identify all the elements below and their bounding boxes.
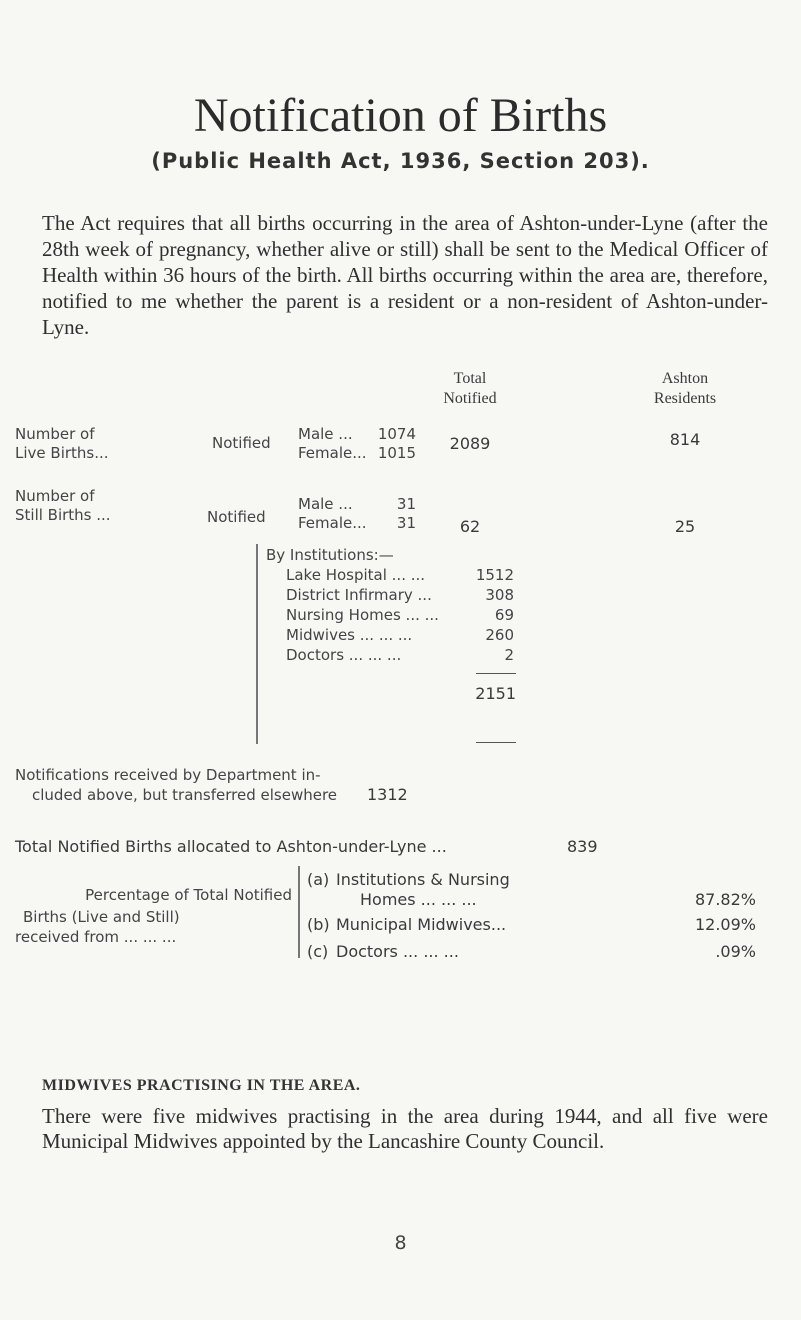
institution-label: Midwives ... ... ... — [286, 626, 413, 644]
live-female-value: 1015 — [377, 444, 416, 462]
institutions-bracket — [256, 544, 258, 744]
header-notified: Notified — [443, 390, 497, 407]
live-total: 2089 — [449, 434, 491, 453]
percentage-key: (c) — [307, 942, 329, 961]
still-female-label: Female... — [298, 514, 367, 532]
live-female-label: Female... — [298, 444, 367, 462]
percentage-key: (a) — [307, 870, 330, 889]
percentage-label-1: Percentage of Total Notified — [85, 886, 292, 904]
intro-paragraph — [42, 210, 768, 340]
live-births-notified: Notified — [212, 434, 271, 452]
institutions-heading: By Institutions:— — [266, 546, 394, 564]
header-residents: Residents — [653, 390, 717, 407]
transferred-label-2: cluded above, but transferred elsewhere — [32, 786, 338, 804]
page-title: Notification of Births — [193, 89, 608, 142]
institution-value: 308 — [485, 586, 514, 604]
institution-label: Nursing Homes ... ... — [286, 606, 439, 624]
percentage-item-label: Doctors ... ... ... — [336, 942, 459, 961]
still-residents: 25 — [674, 517, 696, 536]
percentage-item-label: Municipal Midwives... — [336, 915, 507, 934]
still-births-label-1: Number of — [15, 487, 95, 505]
header-ashton: Ashton — [661, 370, 709, 387]
still-male-label: Male ... — [298, 495, 353, 513]
midwives-paragraph: There were five midwives practising in the area during 1944, and all five were Municipal Midwives appointed by the Lancashire County Council. — [42, 1104, 768, 1153]
institution-value: 260 — [485, 626, 514, 644]
percentage-item-value: 12.09% — [694, 915, 756, 934]
live-births-label-2: Live Births... — [15, 444, 109, 462]
percentage-item-label: Institutions & Nursing — [336, 870, 510, 889]
percentage-item-label-cont: Homes ... ... ... — [360, 890, 477, 909]
transferred-value: 1312 — [367, 785, 408, 804]
institution-value: 1512 — [475, 566, 514, 584]
still-male-value: 31 — [396, 495, 416, 513]
institutions-total: 2151 — [475, 684, 516, 703]
percentage-item-value: .09% — [715, 942, 756, 961]
percentage-key: (b) — [307, 915, 330, 934]
live-births-label-1: Number of — [15, 425, 95, 443]
page-number: 8 — [394, 1232, 407, 1254]
transferred-label-1: Notifications received by Department in- — [15, 766, 321, 784]
institution-value: 2 — [504, 646, 514, 664]
live-male-label: Male ... — [298, 425, 353, 443]
live-male-value: 1074 — [377, 425, 416, 443]
intro-text: The Act requires that all births occurring in the area of Ashton-under-Lyne (after the 28th week of pregnancy, whether alive or still) shall be sent to the Medical Officer of Health within 36 hours of the birth. All births occurring within the area are, therefore, notified to me whether the parent is a resident or a non-resident of Ashton-under-Lyne. — [42, 211, 768, 339]
midwives-heading: MIDWIVES PRACTISING IN THE AREA. — [42, 1077, 361, 1094]
percentage-bracket — [298, 866, 300, 958]
still-births-label-2: Still Births ... — [15, 506, 111, 524]
allocated-value: 839 — [567, 837, 598, 856]
institution-label: Lake Hospital ... ... — [286, 566, 426, 584]
page-subtitle: (Public Health Act, 1936, Section 203). — [151, 149, 650, 173]
allocated-label: Total Notified Births allocated to Ashton-under-Lyne ... — [15, 837, 447, 856]
institutions-end-rule — [476, 742, 516, 743]
institution-label: Doctors ... ... ... — [286, 646, 402, 664]
live-residents: 814 — [669, 430, 701, 449]
institutions-sum-rule — [476, 673, 516, 674]
header-total: Total — [453, 370, 487, 387]
institution-value: 69 — [494, 606, 514, 624]
still-female-value: 31 — [396, 514, 416, 532]
institution-label: District Infirmary ... — [286, 586, 432, 604]
percentage-label-2: Births (Live and Still) — [23, 908, 180, 926]
percentage-item-value: 87.82% — [694, 890, 756, 909]
still-total: 62 — [459, 517, 481, 536]
percentage-label-3: received from ... ... ... — [15, 928, 177, 946]
still-births-notified: Notified — [207, 508, 266, 526]
